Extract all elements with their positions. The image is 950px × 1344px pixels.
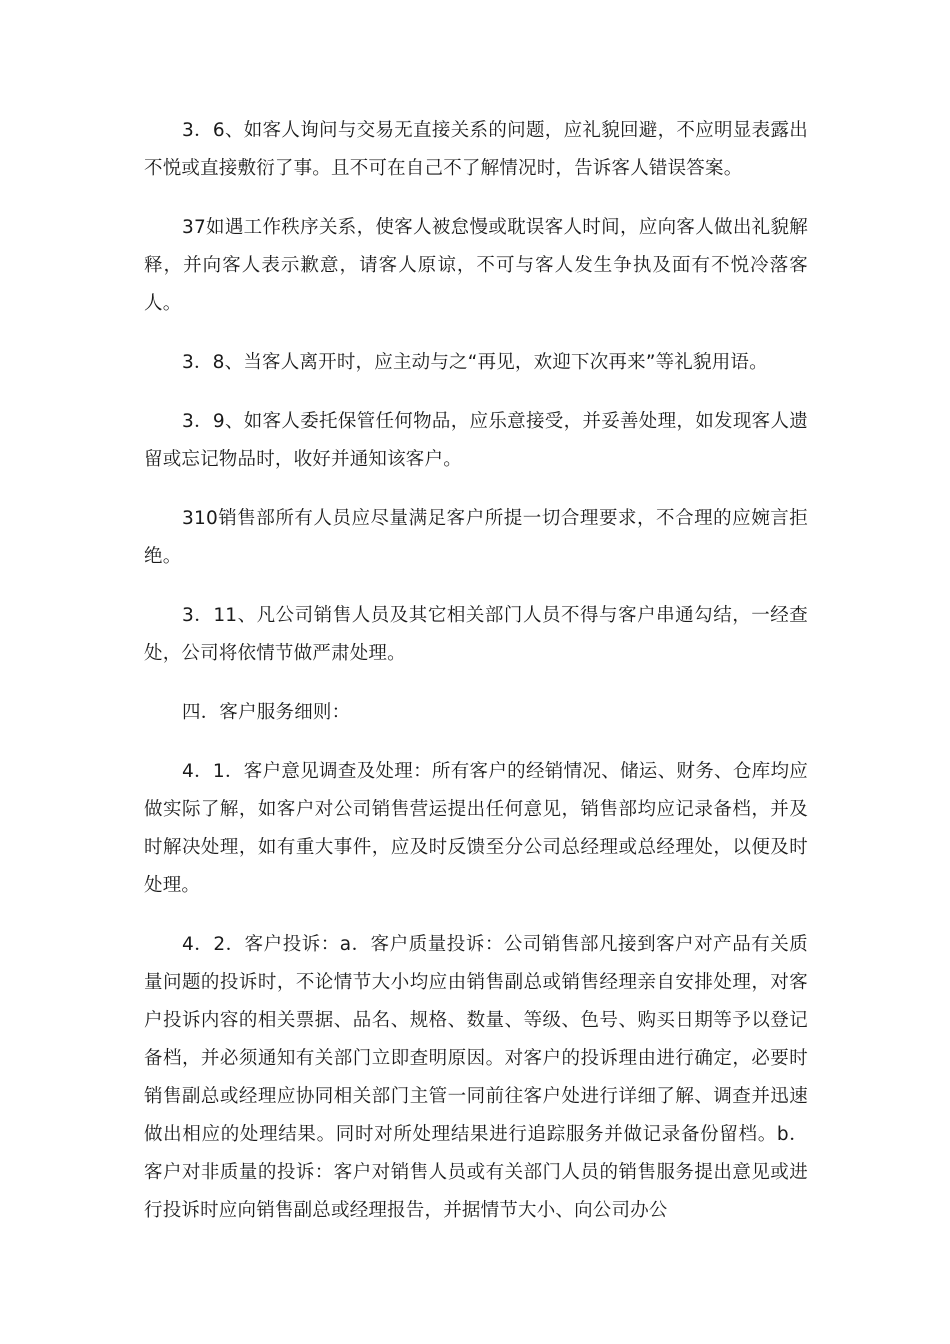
section-heading-4: 四．客户服务细则： bbox=[182, 702, 351, 723]
paragraph-3-6: 3．6、如客人询问与交易无直接关系的问题，应礼貌回避，不应明显表露出不悦或直接敷衍了事。且不可在自己不了解情况时，告诉客人错误答案。 bbox=[144, 120, 808, 179]
paragraph-4-2: 4．2．客户投诉：a．客户质量投诉：公司销售部凡接到客户对产品有关质量问题的投诉时，不论情节大小均应由销售副总或销售经理亲自安排处理，对客户投诉内容的相关票据、品名、规格、数量、等级、色号、购买日期等予以登记备档，并必须通知有关部门立即查明原因。对客户的投诉理由进行确定，必要时销售副总或经理应协同相关部门主管一同前往客户处进行详细了解、调查并迅速做出相应的处理结果。同时对所处理结果进行追踪服务并做记录备份留档。b．客户对非质量的投诉：客户对销售人员或有关部门人员的销售服务提出意见或进行投诉时应向销售副总或经理报告，并据情节大小、向公司办公 bbox=[144, 934, 808, 1221]
paragraph-3-11: 3．11、凡公司销售人员及其它相关部门人员不得与客户串通勾结，一经查处，公司将依情节做严肃处理。 bbox=[144, 605, 808, 664]
paragraph-3-10: 310销售部所有人员应尽量满足客户所提一切合理要求，不合理的应婉言拒绝。 bbox=[144, 508, 808, 567]
paragraph-4-1: 4．1．客户意见调查及处理：所有客户的经销情况、储运、财务、仓库均应做实际了解，如客户对公司销售营运提出任何意见，销售部均应记录备档，并及时解决处理，如有重大事件，应及时反馈至分公司总经理或总经理处，以便及时处理。 bbox=[144, 761, 808, 896]
document-body bbox=[144, 112, 808, 1251]
paragraph-3-9: 3．9、如客人委托保管任何物品，应乐意接受，并妥善处理，如发现客人遗留或忘记物品时，收好并通知该客户。 bbox=[144, 411, 808, 470]
paragraph-3-7: 37如遇工作秩序关系，使客人被怠慢或耽误客人时间，应向客人做出礼貌解释，并向客人表示歉意，请客人原谅，不可与客人发生争执及面有不悦冷落客人。 bbox=[144, 217, 808, 314]
paragraph-3-8: 3．8、当客人离开时，应主动与之“再见，欢迎下次再来”等礼貌用语。 bbox=[182, 352, 768, 373]
